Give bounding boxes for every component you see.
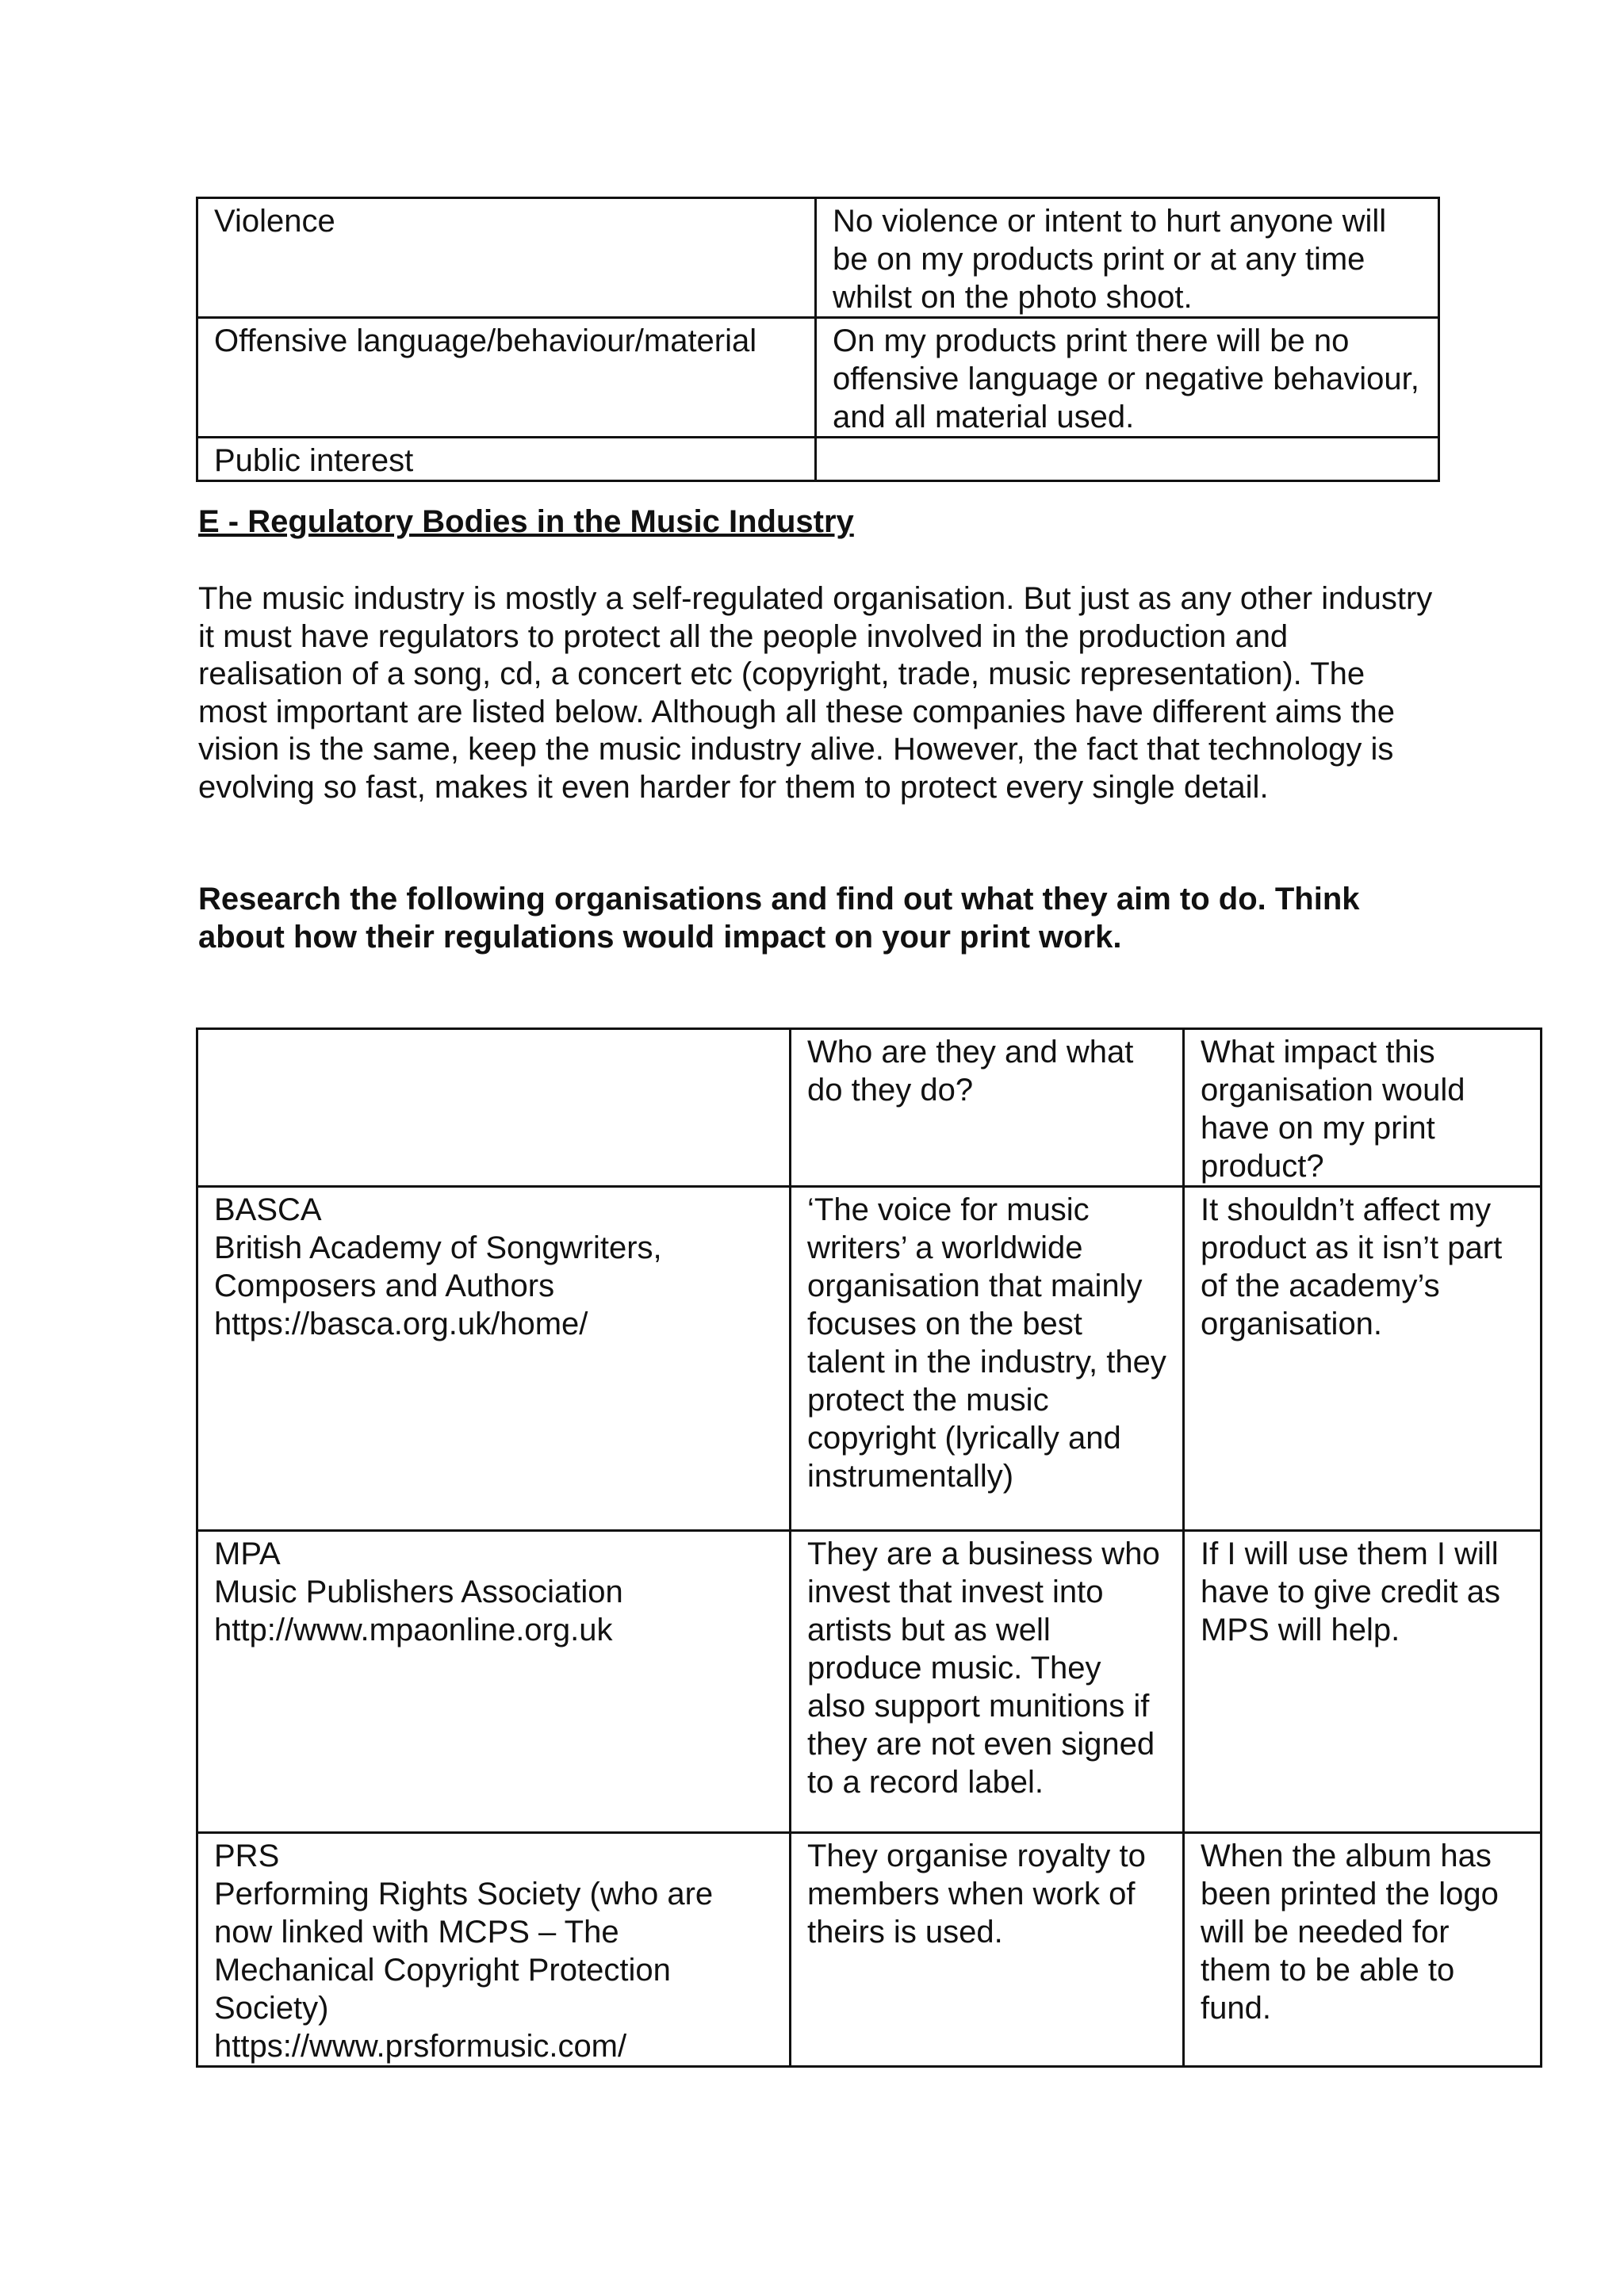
table-row: [197, 1833, 1542, 2067]
organisation-cell: [197, 1833, 791, 2067]
header-cell-impact: What impact this organisation would have on my print product?: [1184, 1029, 1542, 1187]
organisation-name: Performing Rights Society (who are now linked with MCPS – The Mechanical Copyright Protection Society): [214, 1877, 714, 2026]
header-cell-who: Who are they and what do they do?: [791, 1029, 1184, 1187]
section-heading: E - Regulatory Bodies in the Music Industry: [198, 504, 854, 539]
guideline-label: Offensive language/behaviour/material: [197, 318, 816, 438]
organisation-cell: [197, 1187, 791, 1531]
organisation-url: http://www.mpaonline.org.uk: [214, 1613, 613, 1647]
guideline-label: Public interest: [197, 438, 816, 481]
organisation-acronym: BASCA: [214, 1192, 322, 1227]
organisation-impact: If I will use them I will have to give credit as MPS will help.: [1184, 1531, 1542, 1833]
guideline-text: [816, 438, 1439, 481]
table-header-row: [197, 1029, 1542, 1187]
guideline-text: On my products print there will be no offensive language or negative behaviour, and all material used.: [816, 318, 1439, 438]
organisation-url: https://www.prsformusic.com/: [214, 2029, 627, 2064]
organisation-url: https://basca.org.uk/home/: [214, 1307, 588, 1341]
header-cell-empty: [197, 1029, 791, 1187]
organisation-impact: When the album has been printed the logo will be needed for them to be able to fund.: [1184, 1833, 1542, 2067]
intro-paragraph: The music industry is mostly a self-regulated organisation. But just as any other industry it must have regulators to protect all the people involved in the production and realisation of a song, cd, a concert etc (copyright, trade, music representation). The most important are listed below. Although all these companies have different aims the vision is the same, keep the music industry alive. However, the fact that technology is evolving so fast, makes it even harder for them to protect every single detail.: [198, 581, 1433, 805]
table-row: [197, 198, 1439, 318]
organisation-name: Music Publishers Association: [214, 1575, 623, 1609]
organisation-cell: [197, 1531, 791, 1833]
table-row: [197, 1187, 1542, 1531]
organisation-acronym: MPA: [214, 1536, 281, 1571]
organisation-who: They are a business who invest that invest into artists but as well produce music. They also support munitions if they are not even signed to a record label.: [791, 1531, 1184, 1833]
guideline-text: No violence or intent to hurt anyone will be on my products print or at any time whilst on the photo shoot.: [816, 198, 1439, 318]
guidelines-table: [196, 197, 1440, 482]
research-instruction: Research the following organisations and find out what they aim to do. Think about how their regulations would impact on your print work.: [198, 882, 1360, 955]
organisation-who: ‘The voice for music writers’ a worldwide organisation that mainly focuses on the best talent in the industry, they protect the music copyright (lyrically and instrumentally): [791, 1187, 1184, 1531]
organisation-impact: It shouldn’t affect my product as it isn’t part of the academy’s organisation.: [1184, 1187, 1542, 1531]
guideline-label: Violence: [197, 198, 816, 318]
table-row: [197, 438, 1439, 481]
organisations-table: [196, 1027, 1542, 2068]
organisation-name: British Academy of Songwriters, Composers and Authors: [214, 1230, 662, 1303]
organisation-acronym: PRS: [214, 1839, 280, 1873]
table-row: [197, 1531, 1542, 1833]
table-row: [197, 318, 1439, 438]
organisation-who: They organise royalty to members when work of theirs is used.: [791, 1833, 1184, 2067]
